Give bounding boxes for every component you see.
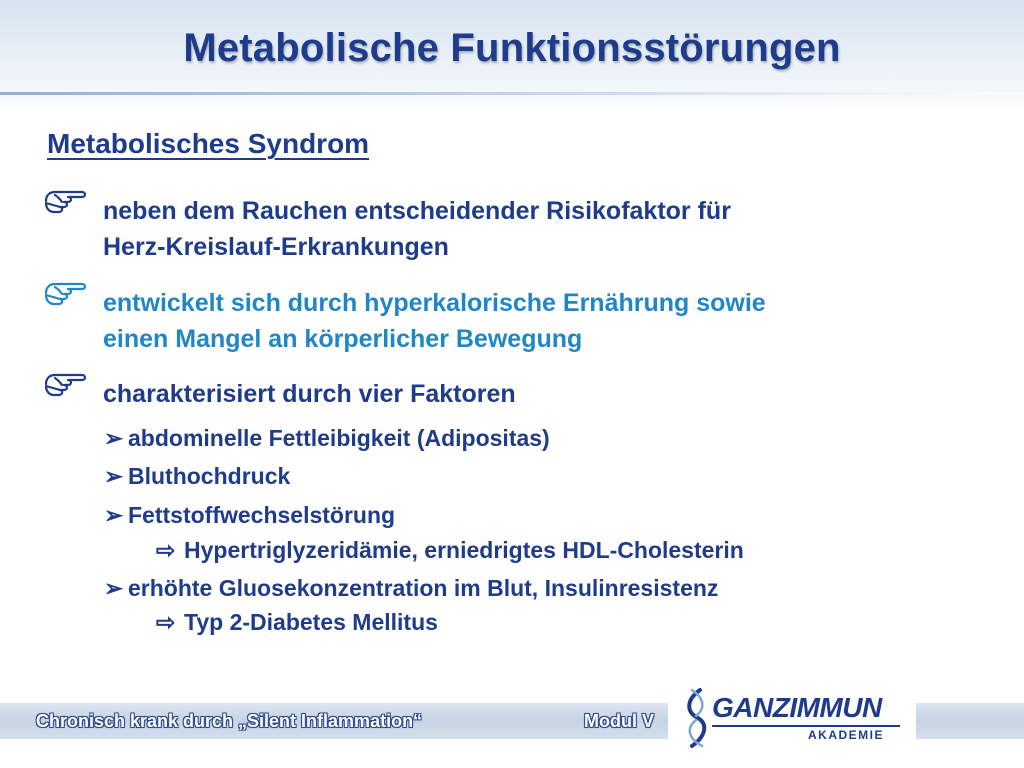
logo-akademie: AKADEMIE [808,728,885,742]
logo-underline [712,725,900,727]
bullet-text: Herz-Kreislauf-Erkrankungen [103,233,449,261]
bullet-text: charakterisiert durch vier Faktoren [103,380,516,408]
arrow-bullet-icon: ➢ [104,575,124,601]
bullet-text: entwickelt sich durch hyperkalorische Ernährung sowie [103,289,766,317]
footer-module-label: Modul V [584,711,654,731]
outline-arrow-icon: ⇨ [156,537,176,563]
footer-course-title: Chronisch krank durch „Silent Inflammation“ [36,711,423,731]
arrow-bullet-icon: ➢ [104,502,124,528]
bullet-item [44,376,974,412]
arrow-bullet-icon: ➢ [104,425,124,451]
consequence-text: Hypertriglyzeridämie, erniedrigtes HDL-Cholesterin [184,537,744,563]
section-heading: Metabolisches Syndrom [47,128,370,159]
outline-arrow-icon: ⇨ [156,609,176,635]
factor-label: Fettstoffwechselstörung [128,502,396,528]
consequence-text: Typ 2-Diabetes Mellitus [184,609,438,635]
pointing-hand-icon [44,279,90,309]
header-divider [0,92,1024,95]
slide-title: Metabolische Funktionsstörungen [183,26,841,70]
bullet-item [44,285,974,357]
logo-wordmark [712,692,882,724]
bullet-text: einen Mangel an körperlicher Bewegung [103,325,583,353]
factor-label: Bluthochdruck [128,463,291,489]
factor-item [104,463,964,490]
factor-item [104,502,964,529]
logo-part-immun: IMMUN [789,692,882,723]
logo-part-ganz: GANZ [712,692,790,723]
factor-consequence [156,609,438,636]
factor-consequence [156,537,744,564]
factor-item [104,425,964,452]
factor-label: erhöhte Gluosekonzentration im Blut, Insulinresistenz [128,575,719,601]
pointing-hand-icon [44,370,90,400]
pointing-hand-icon [44,187,90,217]
arrow-bullet-icon: ➢ [104,463,124,489]
factor-label: abdominelle Fettleibigkeit (Adipositas) [128,425,550,451]
footer-bar-right [916,703,1024,739]
factor-item [104,575,964,602]
bullet-text: neben dem Rauchen entscheidender Risikofaktor für [103,197,731,225]
dna-helix-icon [682,686,712,750]
bullet-item [44,193,974,265]
ganzimmun-logo [682,686,912,750]
